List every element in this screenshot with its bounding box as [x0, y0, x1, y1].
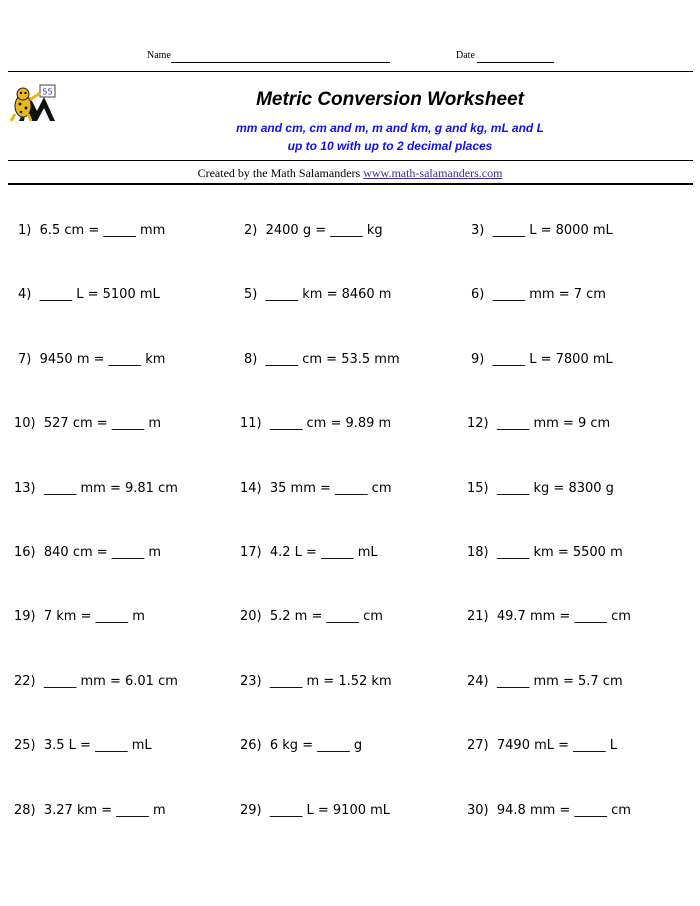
problem-5: 5) _____ km = 8460 m: [244, 287, 392, 302]
problem-20: 20) 5.2 m = _____ cm: [240, 609, 383, 624]
problem-7: 7) 9450 m = _____ km: [18, 352, 166, 367]
problem-15: 15) _____ kg = 8300 g: [467, 481, 614, 496]
problem-2: 2) 2400 g = _____ kg: [244, 223, 383, 238]
problem-18: 18) _____ km = 5500 m: [467, 545, 623, 560]
credit-line: [0, 166, 700, 181]
problem-28: 28) 3.27 km = _____ m: [14, 803, 166, 818]
problem-6: 6) _____ mm = 7 cm: [471, 287, 606, 302]
header-divider: [8, 160, 693, 161]
problem-19: 19) 7 km = _____ m: [14, 609, 145, 624]
problem-27: 27) 7490 mL = _____ L: [467, 738, 618, 753]
problem-4: 4) _____ L = 5100 mL: [18, 287, 160, 302]
name-label: Name: [147, 50, 171, 61]
worksheet-title: Metric Conversion Worksheet: [256, 89, 524, 110]
logo-badge-number: 55: [42, 87, 53, 97]
top-divider: [8, 71, 693, 72]
problem-24: 24) _____ mm = 5.7 cm: [467, 674, 623, 689]
name-date-line: [0, 49, 700, 65]
credit-divider: [8, 183, 693, 185]
problem-10: 10) 527 cm = _____ m: [14, 416, 162, 431]
problem-21: 21) 49.7 mm = _____ cm: [467, 609, 631, 624]
problem-29: 29) _____ L = 9100 mL: [240, 803, 391, 818]
problem-23: 23) _____ m = 1.52 km: [240, 674, 392, 689]
problem-25: 25) 3.5 L = _____ mL: [14, 738, 152, 753]
salamander-logo-icon: [9, 84, 57, 124]
problem-11: 11) _____ cm = 9.89 m: [240, 416, 392, 431]
problem-9: 9) _____ L = 7800 mL: [471, 352, 613, 367]
date-blank[interactable]: [477, 62, 554, 63]
name-blank[interactable]: [171, 62, 390, 63]
date-label: Date: [456, 50, 475, 61]
credit-text: Created by the Math Salamanders: [197, 166, 364, 180]
problem-8: 8) _____ cm = 53.5 mm: [244, 352, 400, 367]
problem-14: 14) 35 mm = _____ cm: [240, 481, 392, 496]
problem-26: 26) 6 kg = _____ g: [240, 738, 363, 753]
problem-1: 1) 6.5 cm = _____ mm: [18, 223, 166, 238]
credit-link[interactable]: www.math-salamanders.com: [363, 166, 503, 180]
problem-17: 17) 4.2 L = _____ mL: [240, 545, 378, 560]
worksheet-subtitle-line1: mm and cm, cm and m, m and km, g and kg, mL and L: [236, 121, 544, 135]
problem-13: 13) _____ mm = 9.81 cm: [14, 481, 178, 496]
problem-3: 3) _____ L = 8000 mL: [471, 223, 613, 238]
problem-30: 30) 94.8 mm = _____ cm: [467, 803, 631, 818]
worksheet-subtitle-line2: up to 10 with up to 2 decimal places: [287, 139, 493, 153]
problem-12: 12) _____ mm = 9 cm: [467, 416, 611, 431]
problem-16: 16) 840 cm = _____ m: [14, 545, 162, 560]
problem-22: 22) _____ mm = 6.01 cm: [14, 674, 178, 689]
